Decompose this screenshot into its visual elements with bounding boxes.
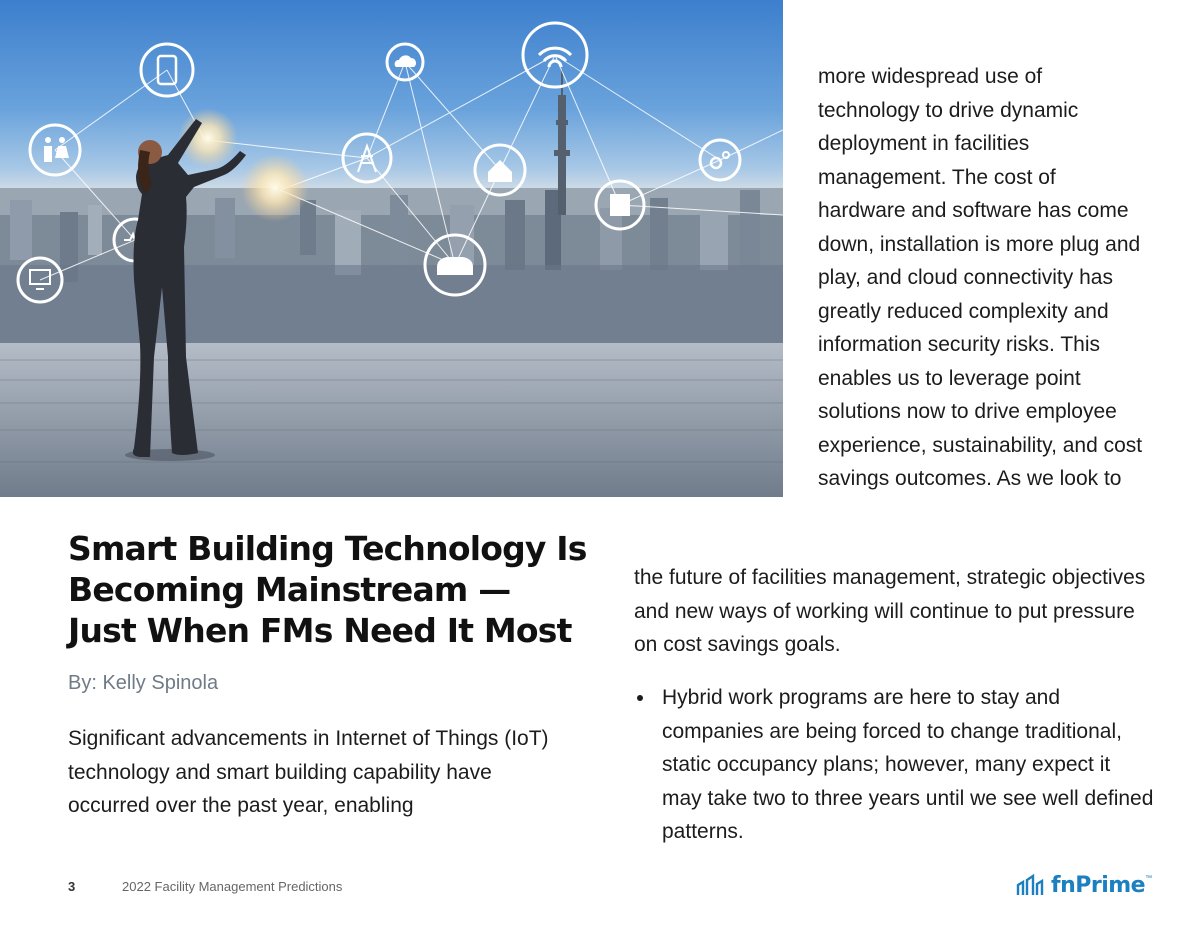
home-icon xyxy=(475,145,525,195)
bullet-item xyxy=(634,681,1154,849)
hero-image xyxy=(0,0,783,497)
page-number: 3 xyxy=(68,879,76,894)
right-column-paragraph: more widespread use of technology to drive dynamic deployment in facilities management. The cost of hardware and software has come down, installation is more plug and play, and cloud connectivity has greatly reduced complexity and information security risks. This enables us to leverage point solutions now to drive employee experience, sustainability, and cost savings outcomes. As we look to xyxy=(818,65,1143,490)
gears-icon xyxy=(700,140,740,180)
fnprime-logo xyxy=(1016,871,1152,899)
intro-paragraph: Significant advancements in Internet of Things (IoT) technology and smart building capability have occurred over the past year, enabling xyxy=(68,727,549,817)
plaza-floor xyxy=(0,343,783,497)
logo-wordmark: fnPrime xyxy=(1051,872,1146,898)
bullet-text: Hybrid work programs are here to stay and companies are being forced to change traditional, static occupancy plans; however, many expect it may take two to three years until we see well defined patterns. xyxy=(662,686,1154,843)
building-logo-icon xyxy=(1016,873,1048,897)
hero-illustration xyxy=(0,0,783,497)
publication-title: 2022 Facility Management Predictions xyxy=(122,879,343,894)
hand-glow xyxy=(241,154,309,222)
bullet-dot xyxy=(637,695,643,701)
continuation-paragraph: the future of facilities management, strategic objectives and new ways of working will continue to put pressure on cost savings goals. xyxy=(634,566,1146,656)
article-headline: Smart Building Technology Is Becoming Mainstream — Just When FMs Need It Most xyxy=(68,529,587,650)
wifi-icon xyxy=(523,23,587,87)
author-byline: By: Kelly Spinola xyxy=(68,672,219,694)
logo-trademark: ™ xyxy=(1145,875,1153,882)
cloud-icon xyxy=(387,44,423,80)
city-skyline xyxy=(0,70,783,343)
bullet-list xyxy=(634,681,1154,849)
